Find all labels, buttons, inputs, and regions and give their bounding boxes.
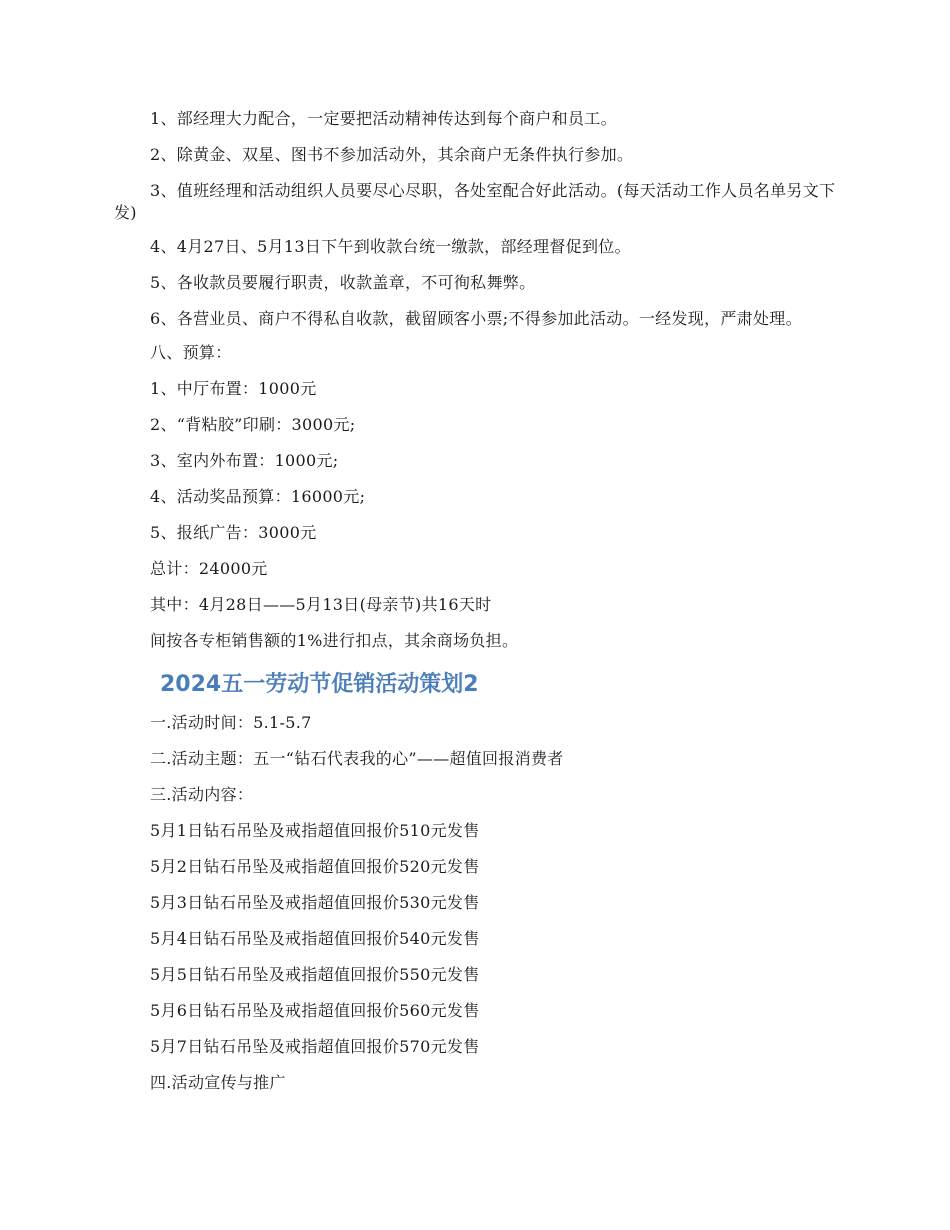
promotion-heading: 四.活动宣传与推广 <box>150 1073 286 1092</box>
paragraph-rule-4: 4、4月27日、5月13日下午到收款台统一缴款，部经理督促到位。 <box>150 237 631 256</box>
paragraph-rule-1: 1、部经理大力配合，一定要把活动精神传达到每个商户和员工。 <box>150 109 617 128</box>
budget-note-1: 其中：4月28日——5月13日(母亲节)共16天时 <box>150 595 492 614</box>
activity-content-heading: 三.活动内容： <box>150 785 254 804</box>
budget-note-2: 间按各专柜销售额的1%进行扣点，其余商场负担。 <box>150 631 519 650</box>
daily-offer-3: 5月3日钻石吊坠及戒指超值回报价530元发售 <box>150 893 480 912</box>
daily-offer-2: 5月2日钻石吊坠及戒指超值回报价520元发售 <box>150 857 480 876</box>
activity-theme: 二.活动主题：五一“钻石代表我的心”——超值回报消费者 <box>150 749 564 768</box>
budget-item-2: 2、“背粘胶”印刷：3000元; <box>150 415 356 434</box>
daily-offer-1: 5月1日钻石吊坠及戒指超值回报价510元发售 <box>150 821 480 840</box>
daily-offer-7: 5月7日钻石吊坠及戒指超值回报价570元发售 <box>150 1037 480 1056</box>
activity-time: 一.活动时间：5.1-5.7 <box>150 713 312 732</box>
paragraph-rule-6: 6、各营业员、商户不得私自收款，截留顾客小票;不得参加此活动。一经发现，严肃处理。 <box>150 309 802 328</box>
daily-offer-6: 5月6日钻石吊坠及戒指超值回报价560元发售 <box>150 1001 480 1020</box>
budget-heading: 八、预算： <box>150 343 232 362</box>
paragraph-rule-2: 2、除黄金、双星、图书不参加活动外，其余商户无条件执行参加。 <box>150 145 634 164</box>
budget-item-3: 3、室内外布置：1000元; <box>150 451 339 470</box>
section-heading: 2024五一劳动节促销活动策划2 <box>160 672 479 697</box>
budget-total: 总计：24000元 <box>150 559 268 578</box>
daily-offer-5: 5月5日钻石吊坠及戒指超值回报价550元发售 <box>150 965 480 984</box>
budget-item-5: 5、报纸广告：3000元 <box>150 523 317 542</box>
budget-item-4: 4、活动奖品预算：16000元; <box>150 487 366 506</box>
daily-offer-4: 5月4日钻石吊坠及戒指超值回报价540元发售 <box>150 929 480 948</box>
document-body <box>114 108 838 1108</box>
paragraph-rule-5: 5、各收款员要履行职责，收款盖章，不可徇私舞弊。 <box>150 273 536 292</box>
paragraph-rule-3: 3、值班经理和活动组织人员要尽心尽职，各处室配合好此活动。(每天活动工作人员名单另文下发) <box>114 181 836 222</box>
budget-item-1: 1、中厅布置：1000元 <box>150 379 317 398</box>
